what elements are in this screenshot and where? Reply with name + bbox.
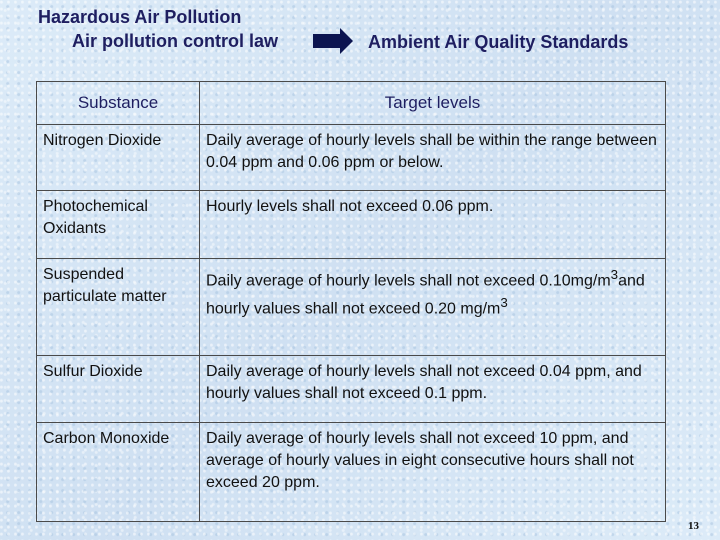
superscript: 3 — [610, 267, 619, 282]
air-quality-standards-table — [36, 81, 666, 522]
target-level-cell — [200, 259, 666, 356]
substance-cell: Sulfur Dioxide — [37, 356, 200, 423]
title-ambient-air-quality-standards: Ambient Air Quality Standards — [368, 32, 629, 52]
substance-cell: Carbon Monoxide — [37, 423, 200, 522]
superscript: 3 — [500, 295, 508, 311]
right-arrow-icon — [313, 28, 353, 54]
table-row — [37, 191, 666, 259]
table-row — [37, 423, 666, 522]
column-header-target-levels: Target levels — [200, 82, 666, 125]
title-hazardous-air-pollution: Hazardous Air Pollution — [38, 7, 242, 27]
table-row — [37, 259, 666, 356]
page-number: 13 — [688, 520, 699, 532]
title-air-pollution-control-law: Air pollution control law — [72, 31, 278, 51]
target-level-cell: Hourly levels shall not exceed 0.06 ppm. — [200, 191, 666, 259]
target-level-cell: Daily average of hourly levels shall be within the range between 0.04 ppm and 0.06 ppm or below. — [200, 125, 666, 191]
column-header-substance: Substance — [37, 82, 200, 125]
target-level-cell: Daily average of hourly levels shall not exceed 0.04 ppm, and hourly values shall not exceed 0.1 ppm. — [200, 356, 666, 423]
substance-cell: Photochemical Oxidants — [37, 191, 200, 259]
table-row — [37, 125, 666, 191]
substance-cell: Suspended particulate matter — [37, 259, 200, 356]
table-row — [37, 356, 666, 423]
level-text: Daily average of hourly levels shall not exceed 0.10mg/m — [206, 272, 611, 290]
target-level-cell: Daily average of hourly levels shall not exceed 10 ppm, and average of hourly values in eight consecutive hours shall not exceed 20 ppm. — [200, 423, 666, 522]
level-text: and hourly values shall not exceed 0.20 mg/m — [206, 272, 645, 318]
substance-cell: Nitrogen Dioxide — [37, 125, 200, 191]
table-header-row — [37, 82, 666, 125]
